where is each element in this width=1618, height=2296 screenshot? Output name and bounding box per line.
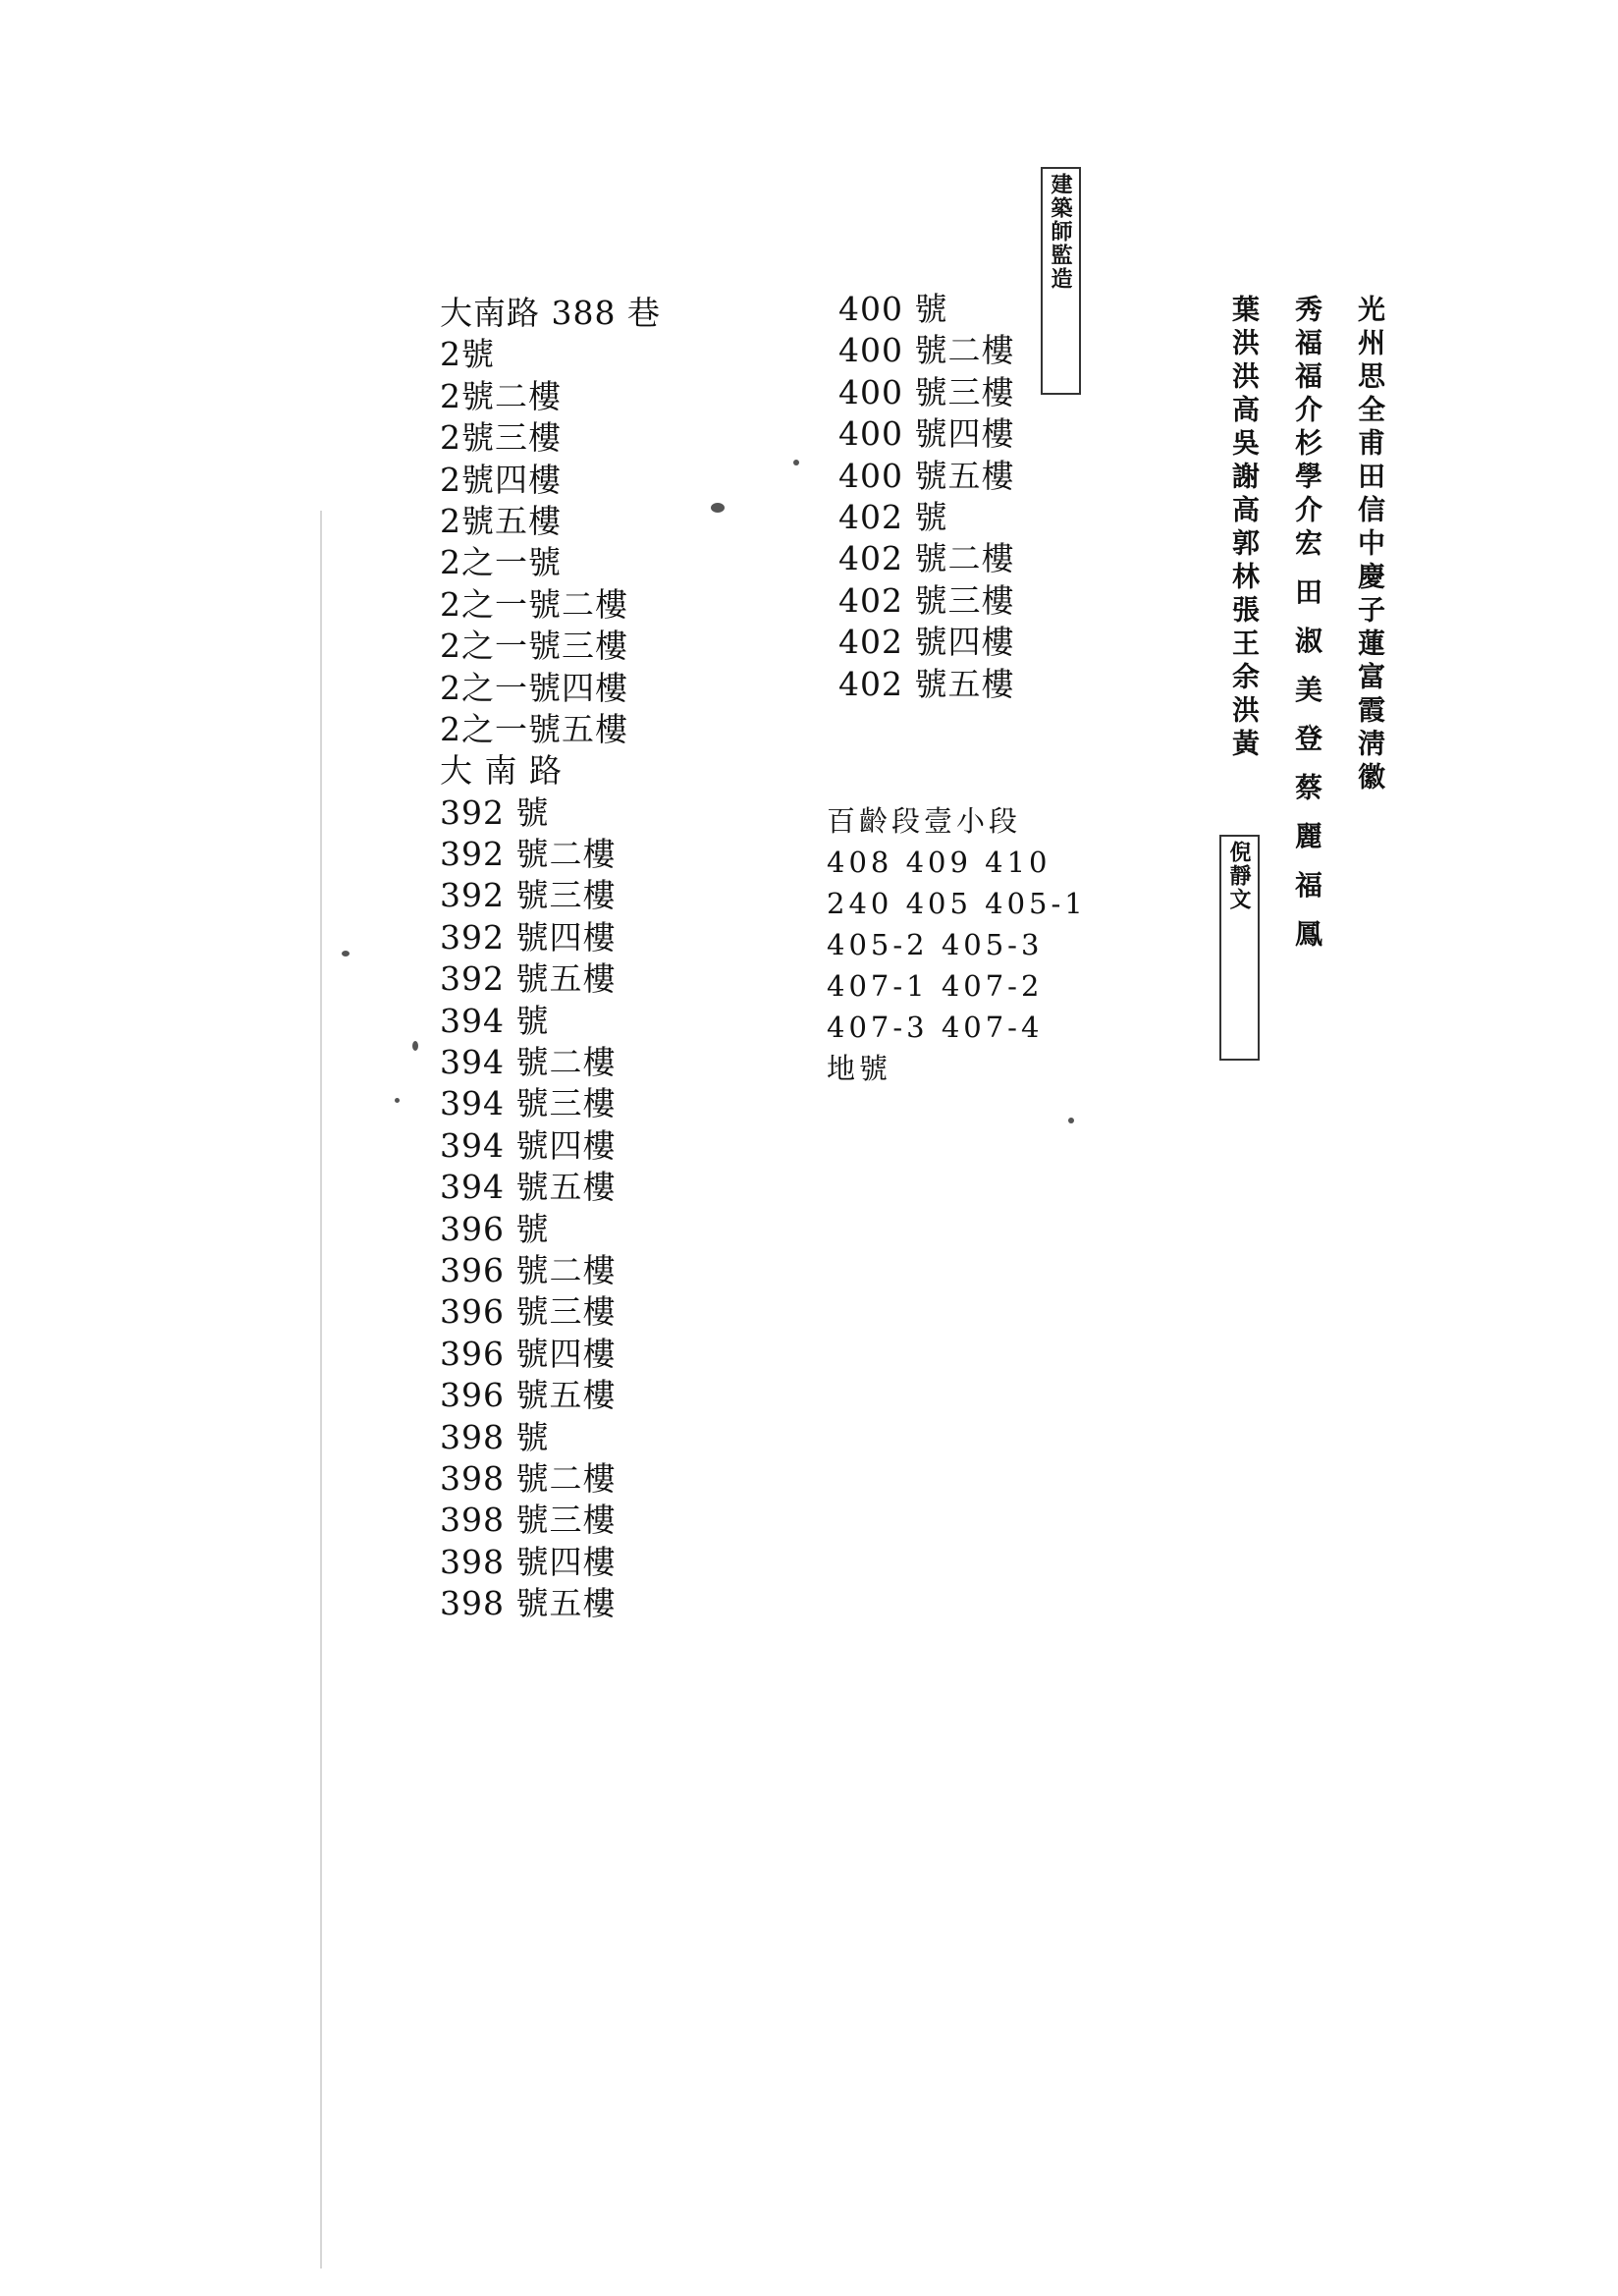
address-line: 396 號二樓	[440, 1250, 617, 1289]
address-line: 2之一號二樓	[440, 584, 628, 624]
address-line: 400 號五樓	[838, 456, 1015, 495]
address-line: 400 號	[838, 290, 948, 328]
binding-margin-line	[320, 511, 322, 2269]
road-heading: 大 南 路	[440, 751, 563, 791]
land-section-block	[827, 800, 1087, 1089]
address-line: 394 號二樓	[440, 1043, 617, 1082]
address-line: 392 號三樓	[440, 876, 617, 915]
scan-speck	[395, 1098, 400, 1103]
address-line: 394 號五樓	[440, 1168, 617, 1207]
address-line: 2之一號四樓	[440, 668, 628, 707]
address-line: 2號四樓	[440, 460, 562, 499]
address-line: 大南路 388 巷	[440, 294, 661, 332]
architect-seal-stamp: 建築師監造	[1041, 167, 1081, 395]
address-line: 394 號四樓	[440, 1125, 617, 1165]
address-line: 394 號	[440, 1001, 550, 1040]
address-line: 400 號四樓	[838, 414, 1015, 454]
address-line: 396 號四樓	[440, 1334, 617, 1373]
address-line: 400 號三樓	[838, 372, 1015, 411]
address-list-middle	[833, 289, 1014, 705]
land-number-line: 240 405 405-1	[827, 887, 1087, 920]
address-line: 402 號三樓	[838, 580, 1015, 620]
address-line: 402 號二樓	[838, 539, 1015, 578]
address-line: 396 號三樓	[440, 1292, 617, 1332]
address-line: 396 號五樓	[440, 1376, 617, 1415]
scan-speck	[1068, 1118, 1074, 1123]
address-line: 398 號二樓	[440, 1458, 617, 1498]
address-line: 2號三樓	[440, 418, 562, 458]
address-line: 400 號二樓	[838, 331, 1015, 370]
address-line: 402 號	[838, 497, 948, 536]
land-number-line: 405-2 405-3	[827, 928, 1044, 961]
scan-speck	[711, 503, 725, 513]
address-line: 398 號	[440, 1417, 550, 1456]
land-section-title: 百齡段壹小段	[827, 804, 1022, 838]
owner-names-column: 秀福福介杉學介宏 田 淑 美 登 蔡 麗 福 鳳	[1291, 295, 1323, 953]
address-list-left	[440, 293, 661, 1625]
address-line: 398 號三樓	[440, 1501, 617, 1540]
address-line: 2號二樓	[440, 376, 562, 415]
address-line: 402 號五樓	[838, 664, 1015, 703]
address-line: 2之一號五樓	[440, 709, 628, 748]
address-line: 2之一號	[440, 543, 562, 582]
scan-speck	[342, 951, 350, 957]
land-number-line: 407-3 407-4	[827, 1011, 1044, 1044]
address-line: 398 號四樓	[440, 1542, 617, 1581]
address-line: 396 號	[440, 1209, 550, 1248]
owner-names-column: 光州思全甫田信中慶子蓮富霞淸徽	[1354, 295, 1386, 795]
name-seal-stamp: 倪靜文	[1219, 835, 1260, 1061]
address-line: 402 號四樓	[838, 623, 1015, 662]
land-number-line: 407-1 407-2	[827, 969, 1044, 1003]
land-number-line: 408 409 410	[827, 846, 1052, 879]
scan-speck	[793, 460, 799, 465]
land-number-suffix: 地號	[827, 1052, 892, 1085]
address-line: 2之一號三樓	[440, 627, 628, 666]
address-line: 392 號二樓	[440, 835, 617, 874]
owner-names-column: 葉洪洪高吳謝高郭林張王余洪黃	[1228, 295, 1261, 762]
address-line: 2號五樓	[440, 501, 562, 540]
address-line: 2號	[440, 335, 495, 374]
address-line: 398 號五樓	[440, 1584, 617, 1623]
scan-speck	[412, 1041, 418, 1051]
address-line: 394 號三樓	[440, 1084, 617, 1123]
address-line: 392 號五樓	[440, 959, 617, 999]
address-line: 392 號	[440, 793, 550, 832]
address-line: 392 號四樓	[440, 917, 617, 957]
